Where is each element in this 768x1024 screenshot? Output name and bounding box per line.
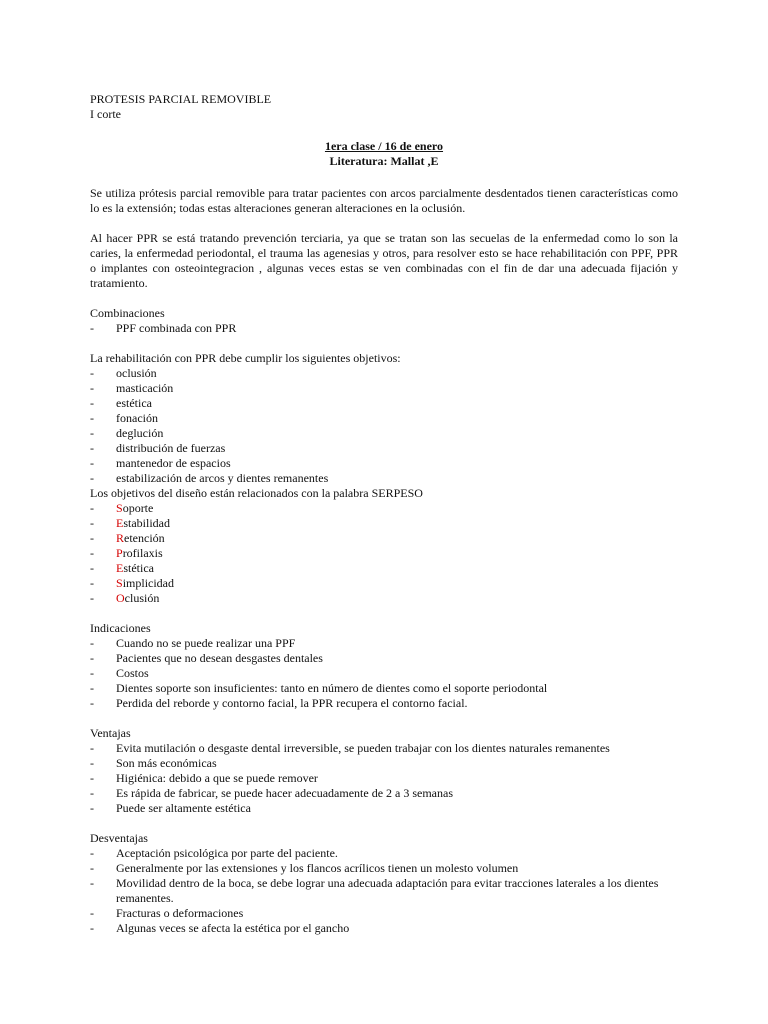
serpeso-heading: Los objetivos del diseño están relacionados con la palabra SERPESO bbox=[90, 486, 423, 500]
serpeso-initial: E bbox=[116, 516, 124, 530]
dash-marker: - bbox=[90, 441, 94, 455]
list-item bbox=[90, 366, 678, 381]
list-item-text: Es rápida de fabricar, se puede hacer adecuadamente de 2 a 3 semanas bbox=[116, 786, 454, 800]
serpeso-initial: S bbox=[116, 501, 123, 515]
list-item bbox=[90, 426, 678, 441]
list-item bbox=[90, 651, 678, 666]
objetivos-list bbox=[90, 366, 678, 486]
dash-marker: - bbox=[90, 801, 94, 815]
indicaciones-heading: Indicaciones bbox=[90, 621, 151, 635]
list-item-text: Fracturas o deformaciones bbox=[116, 906, 244, 920]
document-subtitle: I corte bbox=[90, 107, 121, 121]
dash-marker: - bbox=[90, 696, 94, 710]
serpeso-initial: P bbox=[116, 546, 123, 560]
dash-marker: - bbox=[90, 591, 94, 605]
serpeso-initial: R bbox=[116, 531, 125, 545]
dash-marker: - bbox=[90, 516, 94, 530]
dash-marker: - bbox=[90, 906, 94, 920]
dash-marker: - bbox=[90, 861, 94, 875]
document-title: PROTESIS PARCIAL REMOVIBLE bbox=[90, 92, 272, 106]
list-item bbox=[90, 861, 678, 876]
dash-marker: - bbox=[90, 681, 94, 695]
serpeso-item bbox=[90, 576, 678, 591]
list-item-text: oclusión bbox=[116, 366, 157, 380]
dash-marker: - bbox=[90, 366, 94, 380]
list-item bbox=[90, 786, 678, 801]
list-item bbox=[90, 876, 678, 906]
list-item-text: Dientes soporte son insuficientes: tanto en número de dientes como el soporte periodontal bbox=[116, 681, 548, 695]
serpeso-item bbox=[90, 501, 678, 516]
serpeso-item bbox=[90, 561, 678, 576]
dash-marker: - bbox=[90, 396, 94, 410]
combinaciones-heading: Combinaciones bbox=[90, 306, 165, 320]
list-item bbox=[90, 441, 678, 456]
list-item bbox=[90, 846, 678, 861]
prevention-paragraph: Al hacer PPR se está tratando prevención terciaria, ya que se tratan son las secuelas de la enfermedad como lo son la caries, la enfermedad periodontal, el trauma las agenesias y otros, para resolver esto se hace rehabilitación con PPF, PPR o implantes con osteointegracion , algunas veces estas se ven combinadas con el fin de dar una adecuada fijación y tratamiento. bbox=[90, 231, 678, 290]
class-literature: Literatura: Mallat ,E bbox=[329, 154, 439, 168]
serpeso-item bbox=[90, 531, 678, 546]
dash-marker: - bbox=[90, 846, 94, 860]
serpeso-rest: stabilidad bbox=[123, 516, 171, 530]
dash-marker: - bbox=[90, 471, 94, 485]
list-item bbox=[90, 906, 678, 921]
desventajas-list bbox=[90, 846, 678, 936]
list-item-text: Evita mutilación o desgaste dental irreversible, se pueden trabajar con los dientes naturales remanentes bbox=[116, 741, 610, 755]
list-item-text: fonación bbox=[116, 411, 158, 425]
list-item-text: Algunas veces se afecta la estética por el gancho bbox=[116, 921, 350, 935]
list-item bbox=[90, 471, 678, 486]
list-item bbox=[90, 756, 678, 771]
dash-marker: - bbox=[90, 561, 94, 575]
dash-marker: - bbox=[90, 786, 94, 800]
serpeso-item bbox=[90, 546, 678, 561]
list-item bbox=[90, 771, 678, 786]
list-item bbox=[90, 681, 678, 696]
ventajas-heading: Ventajas bbox=[90, 726, 131, 740]
list-item-text: Costos bbox=[116, 666, 149, 680]
intro-paragraph: Se utiliza prótesis parcial removible para tratar pacientes con arcos parcialmente desdentados tienen características como lo es la extensión; todas estas alteraciones generan alteraciones en la oclusión. bbox=[90, 186, 678, 215]
serpeso-rest: rofilaxis bbox=[122, 546, 163, 560]
list-item-text: deglución bbox=[116, 426, 164, 440]
list-item-text: mantenedor de espacios bbox=[116, 456, 231, 470]
serpeso-initial: O bbox=[116, 591, 125, 605]
dash-marker: - bbox=[90, 651, 94, 665]
dash-marker: - bbox=[90, 426, 94, 440]
dash-marker: - bbox=[90, 456, 94, 470]
dash-marker: - bbox=[90, 576, 94, 590]
list-item bbox=[90, 411, 678, 426]
list-item bbox=[90, 636, 678, 651]
combinaciones-list bbox=[90, 321, 678, 336]
dash-marker: - bbox=[90, 636, 94, 650]
dash-marker: - bbox=[90, 771, 94, 785]
desventajas-heading: Desventajas bbox=[90, 831, 148, 845]
objetivos-heading: La rehabilitación con PPR debe cumplir los siguientes objetivos: bbox=[90, 351, 401, 365]
dash-marker: - bbox=[90, 921, 94, 935]
dash-marker: - bbox=[90, 546, 94, 560]
list-item-text: estética bbox=[116, 396, 152, 410]
dash-marker: - bbox=[90, 411, 94, 425]
list-item-text: Pacientes que no desean desgastes dentales bbox=[116, 651, 323, 665]
dash-marker: - bbox=[90, 531, 94, 545]
ventajas-list bbox=[90, 741, 678, 816]
list-item-text: estabilización de arcos y dientes remanentes bbox=[116, 471, 329, 485]
list-item bbox=[90, 666, 678, 681]
list-item bbox=[90, 801, 678, 816]
list-item-text: Generalmente por las extensiones y los flancos acrílicos tienen un molesto volumen bbox=[116, 861, 519, 875]
serpeso-list bbox=[90, 501, 678, 606]
dash-marker: - bbox=[90, 876, 94, 890]
dash-marker: - bbox=[90, 381, 94, 395]
serpeso-item bbox=[90, 591, 678, 606]
class-info bbox=[90, 139, 678, 169]
dash-marker: - bbox=[90, 741, 94, 755]
serpeso-rest: implicidad bbox=[122, 576, 175, 590]
list-item bbox=[90, 321, 678, 336]
dash-marker: - bbox=[90, 501, 94, 515]
list-item-text: Movilidad dentro de la boca, se debe lograr una adecuada adaptación para evitar tracciones laterales a los dientes remanentes. bbox=[116, 876, 659, 905]
list-item-text: Perdida del reborde y contorno facial, la PPR recupera el contorno facial. bbox=[116, 696, 468, 710]
serpeso-rest: clusión bbox=[124, 591, 160, 605]
list-item-text: Cuando no se puede realizar una PPF bbox=[116, 636, 296, 650]
indicaciones-list bbox=[90, 636, 678, 711]
list-item bbox=[90, 381, 678, 396]
serpeso-rest: stética bbox=[123, 561, 154, 575]
list-item bbox=[90, 456, 678, 471]
list-item bbox=[90, 921, 678, 936]
serpeso-initial: S bbox=[116, 576, 123, 590]
list-item-text: Aceptación psicológica por parte del paciente. bbox=[116, 846, 338, 860]
list-item-text: distribución de fuerzas bbox=[116, 441, 226, 455]
class-date: 1era clase / 16 de enero bbox=[324, 139, 444, 153]
list-item-text: Puede ser altamente estética bbox=[116, 801, 251, 815]
list-item-text: masticación bbox=[116, 381, 174, 395]
dash-marker: - bbox=[90, 756, 94, 770]
list-item-text: PPF combinada con PPR bbox=[116, 321, 237, 335]
list-item bbox=[90, 396, 678, 411]
list-item bbox=[90, 741, 678, 756]
serpeso-item bbox=[90, 516, 678, 531]
list-item-text: Son más económicas bbox=[116, 756, 217, 770]
dash-marker: - bbox=[90, 321, 94, 335]
serpeso-rest: etención bbox=[124, 531, 165, 545]
dash-marker: - bbox=[90, 666, 94, 680]
list-item bbox=[90, 696, 678, 711]
list-item-text: Higiénica: debido a que se puede remover bbox=[116, 771, 318, 785]
serpeso-rest: oporte bbox=[122, 501, 154, 515]
serpeso-initial: E bbox=[116, 561, 124, 575]
